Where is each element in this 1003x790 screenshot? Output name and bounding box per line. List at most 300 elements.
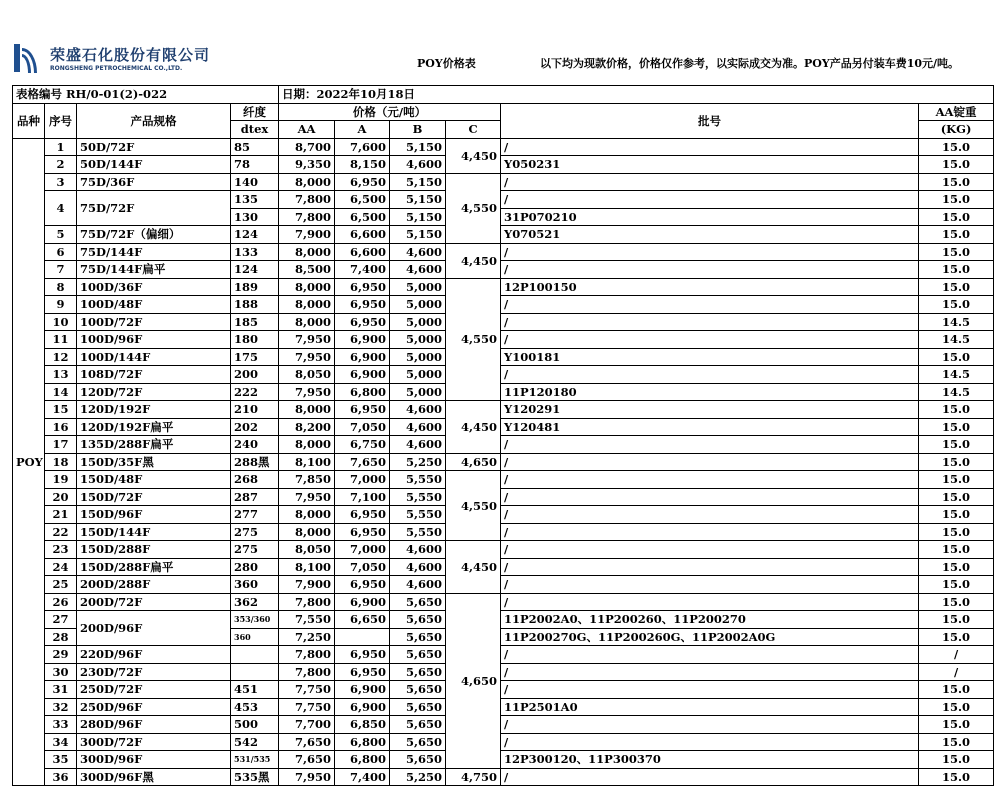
dtex-cell: 280: [231, 558, 279, 576]
price-aa-cell: 7,800: [279, 191, 335, 209]
table-row: [13, 348, 994, 366]
company-logo: [14, 44, 210, 72]
price-b-cell: 5,550: [390, 488, 446, 506]
batch-cell: 11P2501A0: [501, 698, 919, 716]
price-aa-cell: 8,000: [279, 506, 335, 524]
weight-cell: 15.0: [919, 523, 994, 541]
batch-cell: 31P070210: [501, 208, 919, 226]
price-a-cell: 6,900: [335, 366, 390, 384]
seq-cell: 18: [45, 453, 77, 471]
weight-cell: 15.0: [919, 716, 994, 734]
price-b-cell: 4,600: [390, 243, 446, 261]
price-aa-cell: 8,500: [279, 261, 335, 279]
batch-cell: 12P300120、11P300370: [501, 751, 919, 769]
spec-cell: 100D/72F: [77, 313, 231, 331]
table-row: [13, 401, 994, 419]
price-a-cell: 8,150: [335, 156, 390, 174]
dtex-cell: 451: [231, 681, 279, 699]
price-a-cell: 6,600: [335, 226, 390, 244]
price-aa-cell: 8,000: [279, 243, 335, 261]
price-c-cell: 4,550: [446, 173, 501, 243]
price-aa-cell: 7,750: [279, 681, 335, 699]
price-a-cell: 6,500: [335, 208, 390, 226]
price-aa-cell: 7,950: [279, 383, 335, 401]
seq-cell: 20: [45, 488, 77, 506]
price-b-cell: 5,650: [390, 751, 446, 769]
seq-cell: 32: [45, 698, 77, 716]
header-category: 品种: [13, 103, 45, 138]
date: 日期：2022年10月18日: [279, 86, 994, 104]
dtex-cell: 188: [231, 296, 279, 314]
seq-cell: 15: [45, 401, 77, 419]
dtex-cell: 288黑: [231, 453, 279, 471]
price-b-cell: 5,650: [390, 646, 446, 664]
price-b-cell: 5,650: [390, 733, 446, 751]
price-b-cell: 5,000: [390, 383, 446, 401]
weight-cell: 15.0: [919, 261, 994, 279]
price-aa-cell: 8,100: [279, 453, 335, 471]
spec-cell: 150D/35F黑: [77, 453, 231, 471]
price-c-cell: 4,650: [446, 453, 501, 471]
spec-cell: 75D/72F: [77, 191, 231, 226]
weight-cell: 15.0: [919, 138, 994, 156]
seq-cell: 7: [45, 261, 77, 279]
seq-cell: 19: [45, 471, 77, 489]
weight-cell: 15.0: [919, 156, 994, 174]
seq-cell: 4: [45, 191, 77, 226]
table-row: [13, 138, 994, 156]
dtex-cell: 124: [231, 261, 279, 279]
dtex-cell: 140: [231, 173, 279, 191]
table-row: [13, 698, 994, 716]
batch-cell: /: [501, 488, 919, 506]
spec-cell: 150D/72F: [77, 488, 231, 506]
dtex-cell: 275: [231, 523, 279, 541]
dtex-cell: 124: [231, 226, 279, 244]
dtex-cell: 78: [231, 156, 279, 174]
table-row: [13, 173, 994, 191]
price-a-cell: 7,400: [335, 768, 390, 786]
seq-cell: 26: [45, 593, 77, 611]
seq-cell: 11: [45, 331, 77, 349]
price-aa-cell: 7,550: [279, 611, 335, 629]
dtex-cell: 360: [231, 628, 279, 646]
price-a-cell: 6,800: [335, 751, 390, 769]
spec-cell: 50D/144F: [77, 156, 231, 174]
price-b-cell: 5,150: [390, 191, 446, 209]
seq-cell: 12: [45, 348, 77, 366]
price-b-cell: 5,250: [390, 768, 446, 786]
price-b-cell: 5,250: [390, 453, 446, 471]
dtex-cell: 453: [231, 698, 279, 716]
header-dtex: 纤度: [231, 103, 279, 121]
price-a-cell: 6,900: [335, 593, 390, 611]
price-a-cell: 6,950: [335, 296, 390, 314]
table-row: [13, 436, 994, 454]
price-aa-cell: 7,650: [279, 733, 335, 751]
table-row: [13, 278, 994, 296]
weight-cell: 15.0: [919, 348, 994, 366]
header-seq: 序号: [45, 103, 77, 138]
table-row: [13, 471, 994, 489]
header-price: 价格（元/吨）: [279, 103, 501, 121]
price-b-cell: 5,000: [390, 296, 446, 314]
price-a-cell: 6,750: [335, 436, 390, 454]
price-c-cell: 4,450: [446, 243, 501, 278]
dtex-cell: 222: [231, 383, 279, 401]
price-a-cell: 6,850: [335, 716, 390, 734]
weight-cell: 15.0: [919, 611, 994, 629]
batch-cell: /: [501, 366, 919, 384]
weight-cell: 15.0: [919, 173, 994, 191]
dtex-cell: 210: [231, 401, 279, 419]
price-aa-cell: 7,850: [279, 471, 335, 489]
price-a-cell: 7,000: [335, 471, 390, 489]
price-b-cell: 5,000: [390, 366, 446, 384]
price-b-cell: 5,550: [390, 471, 446, 489]
spec-cell: 120D/72F: [77, 383, 231, 401]
seq-cell: 22: [45, 523, 77, 541]
seq-cell: 5: [45, 226, 77, 244]
seq-cell: 9: [45, 296, 77, 314]
spec-cell: 300D/96F黑: [77, 768, 231, 786]
table-row: [13, 383, 994, 401]
table-row: [13, 733, 994, 751]
price-c-cell: 4,450: [446, 401, 501, 454]
seq-cell: 35: [45, 751, 77, 769]
header-weight-unit: (KG): [919, 121, 994, 139]
weight-cell: 15.0: [919, 226, 994, 244]
price-aa-cell: 8,100: [279, 558, 335, 576]
header-spec: 产品规格: [77, 103, 231, 138]
header-dtex-unit: dtex: [231, 121, 279, 139]
dtex-cell: 189: [231, 278, 279, 296]
seq-cell: 21: [45, 506, 77, 524]
table-row: [13, 418, 994, 436]
price-b-cell: 5,000: [390, 278, 446, 296]
spec-cell: 75D/144F: [77, 243, 231, 261]
price-aa-cell: 7,950: [279, 348, 335, 366]
price-aa-cell: 8,200: [279, 418, 335, 436]
batch-cell: /: [501, 576, 919, 594]
price-aa-cell: 8,000: [279, 278, 335, 296]
dtex-cell: 175: [231, 348, 279, 366]
dtex-cell: 130: [231, 208, 279, 226]
dtex-cell: 535黑: [231, 768, 279, 786]
seq-cell: 27: [45, 611, 77, 629]
seq-cell: 30: [45, 663, 77, 681]
weight-cell: 15.0: [919, 628, 994, 646]
batch-cell: /: [501, 506, 919, 524]
price-a-cell: 6,800: [335, 733, 390, 751]
seq-cell: 25: [45, 576, 77, 594]
price-a-cell: 6,950: [335, 576, 390, 594]
table-row: [13, 716, 994, 734]
weight-cell: 15.0: [919, 436, 994, 454]
seq-cell: 13: [45, 366, 77, 384]
batch-cell: Y050231: [501, 156, 919, 174]
batch-cell: /: [501, 331, 919, 349]
dtex-cell: [231, 663, 279, 681]
header-aa: AA: [279, 121, 335, 139]
batch-cell: /: [501, 681, 919, 699]
weight-cell: 14.5: [919, 331, 994, 349]
dtex-cell: 85: [231, 138, 279, 156]
weight-cell: 15.0: [919, 243, 994, 261]
page-title: POY价格表: [417, 57, 476, 70]
header-batch: 批号: [501, 103, 919, 138]
weight-cell: 15.0: [919, 401, 994, 419]
batch-cell: /: [501, 663, 919, 681]
batch-cell: /: [501, 453, 919, 471]
price-aa-cell: 7,950: [279, 331, 335, 349]
price-a-cell: 6,650: [335, 611, 390, 629]
price-b-cell: 5,150: [390, 208, 446, 226]
spec-cell: 230D/72F: [77, 663, 231, 681]
weight-cell: 15.0: [919, 593, 994, 611]
spec-cell: 75D/72F（偏细）: [77, 226, 231, 244]
seq-cell: 17: [45, 436, 77, 454]
logo-icon: [14, 44, 42, 72]
spec-cell: 280D/96F: [77, 716, 231, 734]
spec-cell: 100D/96F: [77, 331, 231, 349]
table-row: [13, 261, 994, 279]
dtex-cell: 240: [231, 436, 279, 454]
dtex-cell: [231, 646, 279, 664]
dtex-cell: 500: [231, 716, 279, 734]
weight-cell: 15.0: [919, 751, 994, 769]
batch-cell: /: [501, 558, 919, 576]
batch-cell: /: [501, 173, 919, 191]
price-aa-cell: 7,250: [279, 628, 335, 646]
price-a-cell: 7,050: [335, 418, 390, 436]
batch-cell: Y120291: [501, 401, 919, 419]
table-row: [13, 646, 994, 664]
batch-cell: 11P120180: [501, 383, 919, 401]
table-row: [13, 523, 994, 541]
batch-cell: /: [501, 593, 919, 611]
table-row: [13, 331, 994, 349]
price-a-cell: 7,650: [335, 453, 390, 471]
table-row: [13, 576, 994, 594]
company-name-cn: 荣盛石化股份有限公司: [50, 46, 211, 64]
dtex-cell: 542: [231, 733, 279, 751]
seq-cell: 8: [45, 278, 77, 296]
price-aa-cell: 8,000: [279, 523, 335, 541]
price-a-cell: 6,900: [335, 698, 390, 716]
price-aa-cell: 7,750: [279, 698, 335, 716]
price-b-cell: 4,600: [390, 261, 446, 279]
spec-cell: 120D/192F扁平: [77, 418, 231, 436]
price-aa-cell: 8,000: [279, 436, 335, 454]
weight-cell: 15.0: [919, 681, 994, 699]
price-a-cell: 6,950: [335, 313, 390, 331]
weight-cell: 15.0: [919, 733, 994, 751]
table-row: [13, 453, 994, 471]
price-a-cell: 6,950: [335, 506, 390, 524]
table-row: [13, 751, 994, 769]
price-aa-cell: 7,950: [279, 488, 335, 506]
price-a-cell: 6,600: [335, 243, 390, 261]
price-aa-cell: 7,700: [279, 716, 335, 734]
batch-cell: /: [501, 436, 919, 454]
table-row: [13, 541, 994, 559]
seq-cell: 24: [45, 558, 77, 576]
seq-cell: 23: [45, 541, 77, 559]
weight-cell: 14.5: [919, 313, 994, 331]
price-a-cell: 7,050: [335, 558, 390, 576]
price-b-cell: 4,600: [390, 558, 446, 576]
price-b-cell: 5,150: [390, 138, 446, 156]
price-aa-cell: 8,050: [279, 366, 335, 384]
spec-cell: 220D/96F: [77, 646, 231, 664]
weight-cell: /: [919, 663, 994, 681]
table-row: [13, 488, 994, 506]
spec-cell: 100D/36F: [77, 278, 231, 296]
price-b-cell: 5,650: [390, 716, 446, 734]
header-b: B: [390, 121, 446, 139]
price-aa-cell: 7,900: [279, 226, 335, 244]
price-aa-cell: 7,800: [279, 208, 335, 226]
price-b-cell: 4,600: [390, 401, 446, 419]
weight-cell: 15.0: [919, 558, 994, 576]
weight-cell: 15.0: [919, 208, 994, 226]
dtex-cell: 202: [231, 418, 279, 436]
batch-cell: /: [501, 313, 919, 331]
price-aa-cell: 8,700: [279, 138, 335, 156]
spec-cell: 150D/288F扁平: [77, 558, 231, 576]
weight-cell: 14.5: [919, 383, 994, 401]
price-a-cell: 7,000: [335, 541, 390, 559]
spec-cell: 135D/288F扁平: [77, 436, 231, 454]
price-c-cell: 4,750: [446, 768, 501, 786]
dtex-cell: 277: [231, 506, 279, 524]
table-row: [13, 366, 994, 384]
seq-cell: 34: [45, 733, 77, 751]
table-row: [13, 156, 994, 174]
header-weight: AA锭重: [919, 103, 994, 121]
price-b-cell: 5,550: [390, 523, 446, 541]
batch-cell: /: [501, 541, 919, 559]
table-row: [13, 593, 994, 611]
price-b-cell: 4,600: [390, 418, 446, 436]
price-aa-cell: 8,000: [279, 313, 335, 331]
batch-cell: /: [501, 768, 919, 786]
price-b-cell: 4,600: [390, 436, 446, 454]
weight-cell: 15.0: [919, 541, 994, 559]
dtex-cell: 133: [231, 243, 279, 261]
category-cell: POY: [13, 138, 45, 786]
batch-cell: /: [501, 138, 919, 156]
price-b-cell: 5,000: [390, 331, 446, 349]
weight-cell: 15.0: [919, 453, 994, 471]
seq-cell: 14: [45, 383, 77, 401]
price-aa-cell: 8,000: [279, 401, 335, 419]
seq-cell: 29: [45, 646, 77, 664]
header-a: A: [335, 121, 390, 139]
batch-cell: /: [501, 523, 919, 541]
price-b-cell: 5,650: [390, 698, 446, 716]
dtex-cell: 353/360: [231, 611, 279, 629]
price-a-cell: 6,950: [335, 523, 390, 541]
weight-cell: 14.5: [919, 366, 994, 384]
price-aa-cell: 7,650: [279, 751, 335, 769]
price-a-cell: 6,950: [335, 663, 390, 681]
price-b-cell: 5,150: [390, 226, 446, 244]
price-a-cell: 7,400: [335, 261, 390, 279]
spec-cell: 108D/72F: [77, 366, 231, 384]
weight-cell: 15.0: [919, 488, 994, 506]
price-b-cell: 5,150: [390, 173, 446, 191]
spec-cell: 250D/72F: [77, 681, 231, 699]
spec-cell: 50D/72F: [77, 138, 231, 156]
spec-cell: 100D/48F: [77, 296, 231, 314]
price-b-cell: 4,600: [390, 576, 446, 594]
price-a-cell: 6,950: [335, 173, 390, 191]
spec-cell: 150D/288F: [77, 541, 231, 559]
seq-cell: 6: [45, 243, 77, 261]
table-row: [13, 768, 994, 786]
weight-cell: 15.0: [919, 506, 994, 524]
weight-cell: /: [919, 646, 994, 664]
price-a-cell: 6,900: [335, 681, 390, 699]
seq-cell: 16: [45, 418, 77, 436]
weight-cell: 15.0: [919, 471, 994, 489]
price-b-cell: 5,650: [390, 663, 446, 681]
price-a-cell: 7,600: [335, 138, 390, 156]
table-row: [13, 191, 994, 209]
form-number: 表格编号 RH/0-01(2)-022: [13, 86, 279, 104]
table-row: [13, 506, 994, 524]
price-c-cell: 4,550: [446, 471, 501, 541]
price-aa-cell: 7,800: [279, 646, 335, 664]
price-a-cell: 6,500: [335, 191, 390, 209]
seq-cell: 28: [45, 628, 77, 646]
weight-cell: 15.0: [919, 418, 994, 436]
batch-cell: Y100181: [501, 348, 919, 366]
price-aa-cell: 7,950: [279, 768, 335, 786]
spec-cell: 200D/72F: [77, 593, 231, 611]
price-a-cell: 6,900: [335, 348, 390, 366]
dtex-cell: 287: [231, 488, 279, 506]
seq-cell: 31: [45, 681, 77, 699]
batch-cell: /: [501, 646, 919, 664]
batch-cell: /: [501, 296, 919, 314]
table-row: [13, 226, 994, 244]
price-b-cell: 4,600: [390, 541, 446, 559]
price-table: [12, 85, 994, 786]
price-aa-cell: 7,800: [279, 593, 335, 611]
price-b-cell: 5,650: [390, 628, 446, 646]
table-row: [13, 243, 994, 261]
price-aa-cell: 8,050: [279, 541, 335, 559]
spec-cell: 75D/144F扁平: [77, 261, 231, 279]
seq-cell: 3: [45, 173, 77, 191]
price-b-cell: 5,650: [390, 681, 446, 699]
dtex-cell: 360: [231, 576, 279, 594]
batch-cell: 12P100150: [501, 278, 919, 296]
batch-cell: /: [501, 261, 919, 279]
price-a-cell: 6,950: [335, 646, 390, 664]
weight-cell: 15.0: [919, 191, 994, 209]
dtex-cell: 135: [231, 191, 279, 209]
price-c-cell: 4,450: [446, 541, 501, 594]
table-row: [13, 611, 994, 629]
spec-cell: 100D/144F: [77, 348, 231, 366]
spec-cell: 120D/192F: [77, 401, 231, 419]
price-b-cell: 5,000: [390, 313, 446, 331]
batch-cell: 11P2002A0、11P200260、11P200270: [501, 611, 919, 629]
